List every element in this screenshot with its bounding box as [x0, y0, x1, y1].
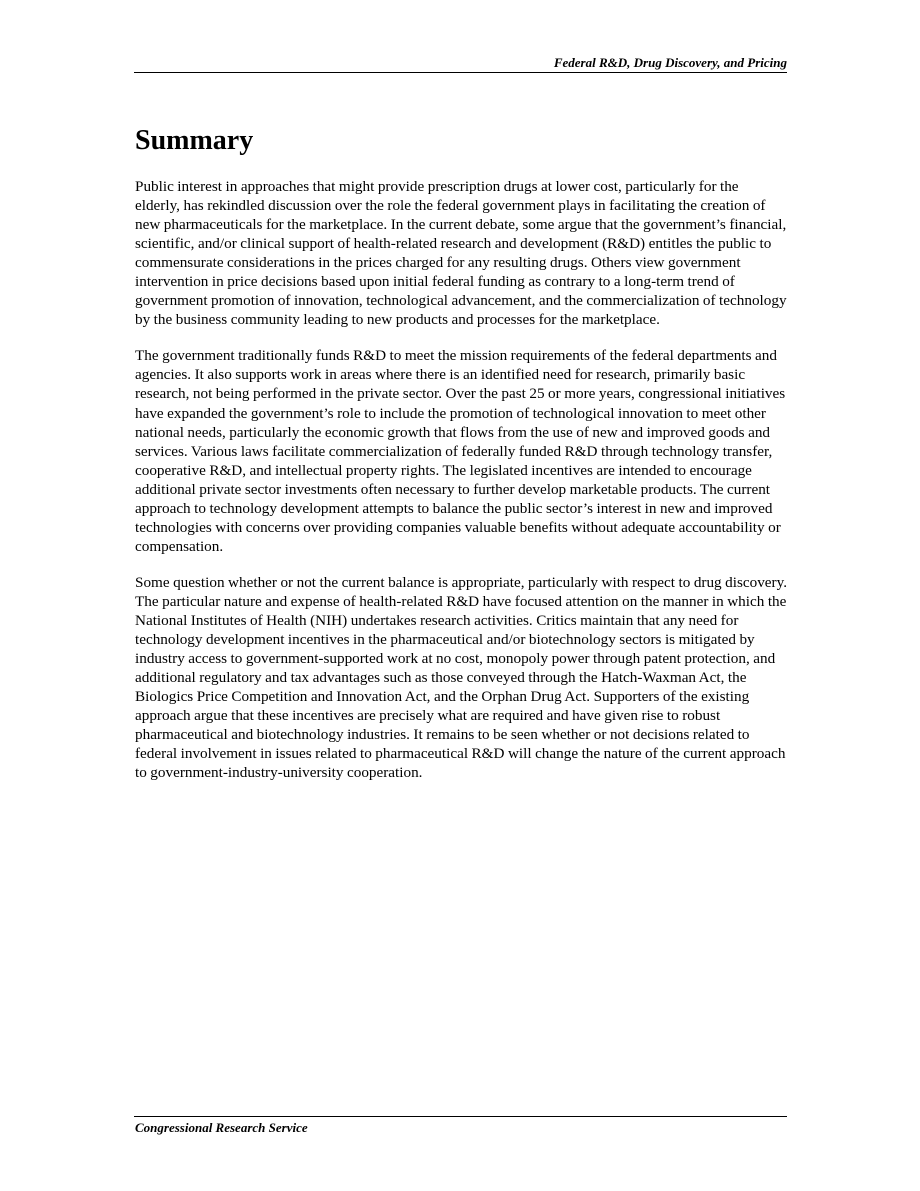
- running-header: Federal R&D, Drug Discovery, and Pricing: [553, 55, 787, 70]
- summary-paragraph-2: The government traditionally funds R&D to meet the mission requirements of the federal departments and agencies. It also supports work in areas where there is an identified need for research, primarily basic research, not being performed in the private sector. Over the past 25 or more years, congressional initiatives have expanded the government’s role to include the promotion of technological innovation to meet other national needs, particularly the economic growth that flows from the use of new and improved goods and services. Various laws facilitate commercialization of federally funded R&D through technology transfer, cooperative R&D, and intellectual property rights. The legislated incentives are intended to encourage additional private sector investments often necessary to further develop marketable products. The current approach to technology development attempts to balance the public sector’s interest in new and improved technologies with concerns over providing companies valuable benefits without adequate accountability or compensation.: [135, 347, 786, 555]
- footer-source: Congressional Research Service: [135, 1120, 308, 1135]
- footer-rule: [134, 1116, 787, 1117]
- summary-body: [135, 177, 787, 799]
- page-title: Summary: [135, 125, 254, 156]
- summary-paragraph-3: Some question whether or not the current balance is appropriate, particularly with respect to drug discovery. The particular nature and expense of health-related R&D have focused attention on the manner in which the National Institutes of Health (NIH) undertakes research activities. Critics maintain that any need for technology development incentives in the pharmaceutical and/or biotechnology sectors is mitigated by industry access to government-supported work at no cost, monopoly power through patent protection, and additional regulatory and tax advantages such as those conveyed through the Hatch-Waxman Act, the Biologics Price Competition and Innovation Act, and the Orphan Drug Act. Supporters of the existing approach argue that these incentives are precisely what are required and have given rise to robust pharmaceutical and biotechnology industries. It remains to be seen whether or not decisions related to federal involvement in issues related to pharmaceutical R&D will change the nature of the current approach to government-industry-university cooperation.: [135, 573, 788, 782]
- header-rule: [134, 72, 787, 73]
- summary-paragraph-1: Public interest in approaches that might provide prescription drugs at lower cost, particularly for the elderly, has rekindled discussion over the role the federal government plays in facilitating the creation of new pharmaceuticals for the marketplace. In the current debate, some argue that the government’s financial, scientific, and/or clinical support of health-related research and development (R&D) entitles the public to commensurate considerations in the prices charged for any resulting drugs. Others view government intervention in price decisions based upon initial federal funding as contrary to a long-term trend of government promotion of innovation, technological advancement, and the commercialization of technology by the business community leading to new products and processes for the marketplace.: [135, 178, 787, 329]
